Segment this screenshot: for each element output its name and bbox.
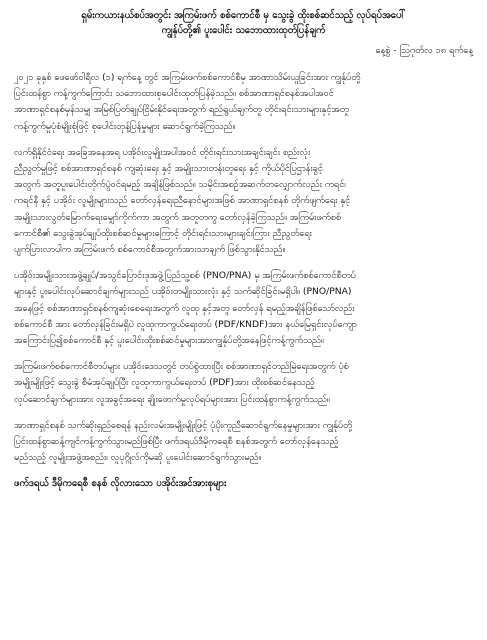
paragraph-3	[14, 268, 473, 349]
title-line: ရှမ်းကယားနယ်စပ်အတွင်း အကြမ်းဖက် စစ်ကောင်စီ မှ သွေးခွဲ ထိုးစစ်ဆင်သည့် လုပ်ရပ်အပေါ်	[81, 10, 406, 21]
paragraph-line: အမျိုးသားလွတ်မြောက်ရေးမျှော်ကိုက်ကာ အတွက် အတူတကွ တော်လှန်ခဲ့ကြသည်။ အကြမ်းဖက်စစ်	[14, 211, 342, 223]
signatory: ဖက်ဒရယ် ဒီမိုကရေစီ စနစ် လိုလားသော ပအိုဝ်းအင်အားစုများ	[14, 478, 227, 490]
paragraph-line: ၂၀၂၁ ခုနှစ် ဖေဖော်ဝါရီလ (၁) ရက်နေ့ တွင် အကြမ်းဖက်စစ်ကောင်စီမှ အာဏာသိမ်းယူခြင်းအား ကျွန်ုပ်တို့	[14, 72, 361, 83]
paragraph-line: အမျိုးမျိုးဖြင့် သွေးခွဲ စီမံအုပ်ချုပ်ပြီး လူထုကာကွယ်ရေးတပ် (PDF)အား ထိုးစစ်ဆင်နေသည့်	[14, 377, 315, 389]
paragraph-line: ပြင်းထန်စွာဆန့်ကျင်ကန့်ကွက်သွားမည်ဖြစ်ပြီး ဖက်ဒရယ်ဒီမိုကရေစီ စနစ်အတွက် တော်လှန်နေသည့်	[14, 436, 339, 448]
paragraph-line: အတွက် အတူပူးပေါင်းတိုက်ပွဲဝင်ရမည့် အချိန်ဖြစ်သည်။ သမိုင်းအစဉ်အဆက်တလျှောက်လည်း ကရင်၊	[14, 179, 346, 191]
paragraph-line: လက်ရှိနိုင်ငံရေး အခြေအနေအရ ပအိုဝ်းလူမျိုးအပါအဝင် တိုင်းရင်းသားအချင်းချင်း စည်းလုံး	[14, 146, 311, 158]
paragraph-line: ပြင်းထန်စွာ ကန့်ကွက်ကြောင်း သဘောထားစုပေါင်းထုတ်ပြန်ခဲ့သည်။ စစ်အာဏာရှင်စနစ်အပါအဝင်	[14, 88, 334, 100]
paragraph-line: များနှင့် ပူးပေါင်းလုပ်ဆောင်ချက်များသည် ပအိုဝ်းတမျိုးသားလုံး နှင့် သက်ဆိုင်ခြင်းမရှိပါ။ (PNO/PNA)	[14, 286, 352, 298]
paragraph-line: ကရင်နီ နှင့် ပအိုဝ်း လူမျိုးများသည် တော်လှန်ရေးညီနောင်များအဖြစ် အာဏာရှင်စနစ် တိုက်ဖျက်ရေး နှင့်	[14, 195, 351, 207]
paragraph-line: အကြမ်းဖက်စစ်ကောင်စီတပ်များ ပအိုဝ်းဒေသတွင် တပ်စွဲထားပြီး စစ်အာဏာရှင်တည်မြဲရေးအတွက် ပုံစံ	[14, 361, 349, 373]
paragraph-line: အာဏာရှင်စနစ်မှန်သမျှ အမြစ်ပြတ်ချုပ်ငြိမ်းနိုင်ရေးအတွက် ရည်ရွယ်ချက်တူ တိုင်းရင်းသားများနှင့်အတူ	[14, 104, 349, 116]
statement-date: နေ့စွဲ - ဩဂုတ်လ ၁၈ ရက်နေ့	[375, 45, 473, 56]
statement-title	[14, 8, 473, 38]
paragraph-line: အနေဖြင့် စစ်အာဏာရှင်စနစ်ကျဆုံးစေရေးအတွက် လူထု နှင့်အတူ တော်လှန် ရမည့်အချိန်ဖြစ်သော်လည်း	[14, 302, 355, 314]
paragraph-line: ပျက်ပြားလာပါက အကြမ်းဖက် စစ်ကောင်စီအတွက်အားသာချက် ဖြစ်သွားနိုင်သည်။	[14, 244, 286, 256]
paragraph-4	[14, 359, 473, 408]
paragraph-line: ညီညွတ်မှုဖြင့် စစ်အာဏာရှင်စနစ် ကျဆုံးရေး နှင့် အမျိုးသားတန်းတူရေး နှင့် ကိုယ်ပိုင်ပြဌာန်းခွင့်	[14, 163, 323, 175]
paragraph-2	[14, 145, 473, 258]
paragraph-line: မည်သည့် လူမျိုးအဖွဲ့အစည်း၊ လူပုဂ္ဂိုလ်ကိုမဆို ပူးပေါင်းဆောင်ရွက်သွားမည်။	[14, 452, 262, 464]
paragraph-line: ကန့်ကွက်မှုပုံစံမျိုးစုံဖြင့် စုပေါင်းတုန့်ပြန်မှုများ ဆောင်ရွက်ခဲ့ကြသည်။	[14, 120, 236, 132]
paragraph-line: လုပ်ဆောင်ချက်များအား လူအခွင့်အရေး ချိုးဖောက်မှုလုပ်ရပ်များအား ပြင်းထန်စွာကန့်ကွက်သည်။	[14, 393, 330, 405]
paragraph-line: ပအိုဝ်းအမျိုးသားအဖွဲ့ချုပ်/အသွင်ပြောင်းဒုအဖွဲ့ပြည်သူ့စစ် (PNO/PNA) မှ အကြမ်းဖက်စစ်ကောင်စီတပ်	[14, 270, 356, 282]
paragraph-line: အာဏာရှင်စနစ် သက်ဆိုးရှည်စေရန် နည်းလမ်းအမျိုးမျိုးဖြင့် ပုံပိုးကူညီဆောင်ရွက်နေမှုများအား ကျွန်ုပ်တို့	[14, 419, 353, 431]
paragraph-line: အကြောင်းပြ၍စစ်ကောင်စီ နှင့် ပူးပေါင်းထိုးစစ်ဆင်မှုများအားကျွန်ုပ်တို့အနေဖြင့်ကန့်ကွက်သည်။	[14, 335, 324, 347]
paragraph-line: ကောင်စီ၏ သွေးခွဲအုပ်ချုပ်ထိုးစစ်ဆင်မှုများကြောင့် တိုင်းရင်းသားများချင်းကြား ညီညွတ်ရေး	[14, 227, 312, 239]
title-line: ကျွန်ုပ်တို့၏ ပူးပေါင်း သဘောထားထုတ်ပြန်ချက်	[161, 25, 326, 36]
paragraph-1	[14, 70, 473, 135]
paragraph-line: စစ်ကောင်စီ အား တော်လှန်ခြင်းမရှိပဲ လူထုကာကွယ်ရေးတပ် (PDF/KNDF)အား နယ်မြေရှင်းလုပ်ကျော	[14, 318, 357, 330]
paragraph-5	[14, 418, 473, 467]
